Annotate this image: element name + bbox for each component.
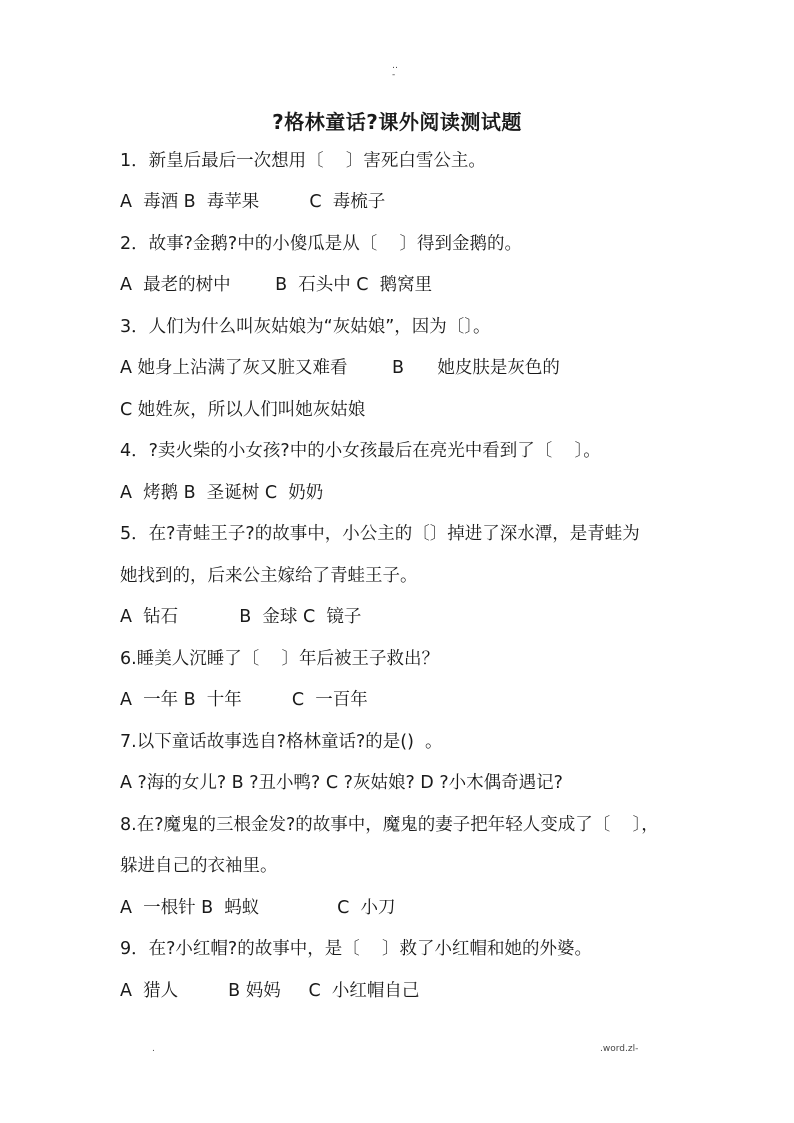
question-8-cont: 躲进自己的衣袖里。: [120, 856, 278, 876]
options-6: A 一年 B 十年 C 一百年: [120, 690, 368, 710]
question-5: 5．在?青蛙王子?的故事中，小公主的〔〕掉进了深水潭，是青蛙为: [120, 524, 640, 544]
options-3b: C 她姓灰，所以人们叫她灰姑娘: [120, 400, 366, 420]
footer-left-mark: .: [152, 1044, 155, 1054]
options-5: A 钻石 B 金球 C 镜子: [120, 607, 362, 627]
footer-right-mark: .word.zl-: [600, 1044, 639, 1054]
options-3a: A 她身上沾满了灰又脏又难看 B 她皮肤是灰色的: [120, 358, 560, 378]
options-4: A 烤鹅 B 圣诞树 C 奶奶: [120, 483, 324, 503]
options-8: A 一根针 B 蚂蚁 C 小刀: [120, 898, 396, 918]
page-title: ?格林童话?课外阅读测试题: [272, 110, 522, 134]
options-2: A 最老的树中 B 石头中 C 鹅窝里: [120, 275, 433, 295]
header-mark: ‥ -: [392, 61, 399, 80]
question-4: 4．?卖火柴的小女孩?中的小女孩最后在亮光中看到了〔 〕。: [120, 441, 601, 461]
question-1: 1．新皇后最后一次想用〔 〕害死白雪公主。: [120, 151, 486, 171]
question-2: 2．故事?金鹅?中的小傻瓜是从〔 〕得到金鹅的。: [120, 234, 522, 254]
question-3: 3．人们为什么叫灰姑娘为“灰姑娘”，因为〔〕。: [120, 317, 491, 337]
options-7: A ?海的女儿? B ?丑小鸭? C ?灰姑娘? D ?小木偶奇遇记?: [120, 773, 563, 793]
question-8: 8.在?魔鬼的三根金发?的故事中，魔鬼的妻子把年轻人变成了〔 〕，: [120, 815, 659, 835]
options-1: A 毒酒 B 毒苹果 C 毒梳子: [120, 192, 386, 212]
question-5-cont: 她找到的，后来公主嫁给了青蛙王子。: [120, 566, 418, 586]
question-9: 9．在?小红帽?的故事中，是〔 〕救了小红帽和她的外婆。: [120, 939, 592, 959]
options-9: A 猎人 B 妈妈 C 小红帽自己: [120, 981, 420, 1001]
question-6: 6.睡美人沉睡了〔 〕年后被王子救出？: [120, 649, 439, 669]
question-7: 7.以下童话故事选自?格林童话?的是() 。: [120, 732, 443, 752]
